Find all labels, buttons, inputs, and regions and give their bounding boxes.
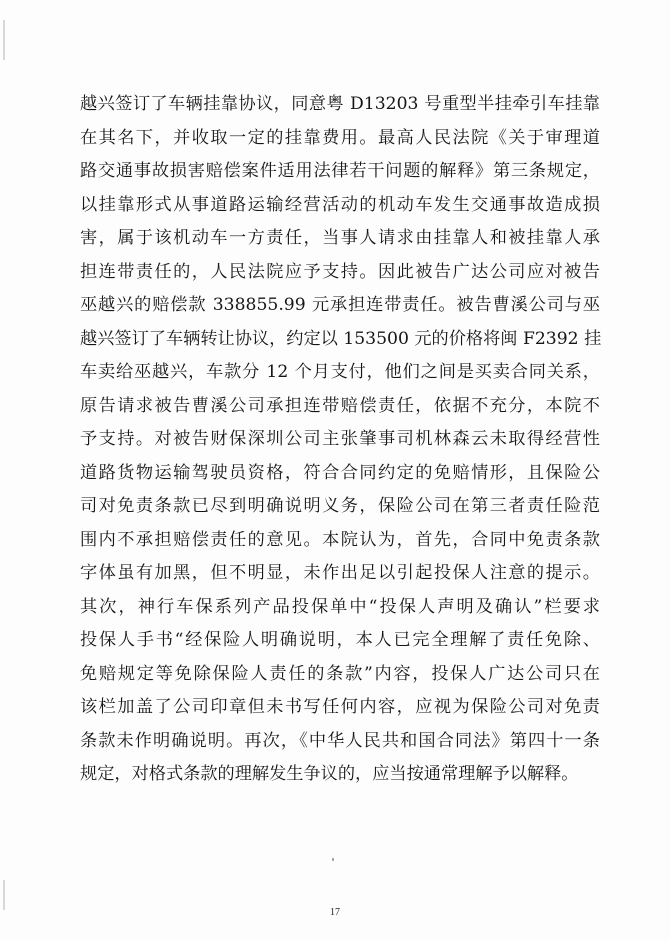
text-line: 越兴签订了车辆转让协议，约定以 153500 元的价格将闽 F2392 挂 <box>80 328 602 349</box>
scan-edge-mark <box>3 20 5 60</box>
text-line: 害，属于该机动车一方责任，当事人请求由挂靠人和被挂靠人承 <box>80 228 600 248</box>
page-number: 17 <box>330 907 340 918</box>
text-line: 规定，对格式条款的理解发生争议的，应当按通常理解予以解释。 <box>80 764 579 784</box>
text-line: 在其名下，并收取一定的挂靠费用。最高人民法院《关于审理道 <box>80 127 600 148</box>
text-line: 予支持。对被告财保深圳公司主张肇事司机林森云未取得经营性 <box>80 429 600 449</box>
scan-speck <box>332 858 334 861</box>
scan-edge-mark <box>3 880 5 910</box>
text-line: 以挂靠形式从事道路运输经营活动的机动车发生交通事故造成损 <box>80 194 600 215</box>
text-line: 道路货物运输驾驶员资格，符合合同约定的免赔情形，且保险公 <box>80 462 600 483</box>
text-line: 围内不承担赔偿责任的意见。本院认为，首先，合同中免责条款 <box>80 529 600 550</box>
judgment-text-body <box>80 88 600 792</box>
text-line: 担连带责任的，人民法院应予支持。因此被告广达公司应对被告 <box>80 261 600 282</box>
text-line: 字体虽有加黑，但不明显，未作出足以引起投保人注意的提示。 <box>80 563 600 583</box>
text-line: 越兴签订了车辆挂靠协议，同意粤 D13203 号重型半挂牵引车挂靠 <box>80 94 600 114</box>
text-line: 司对免责条款已尽到明确说明义务，保险公司在第三者责任险范 <box>80 496 600 516</box>
text-line: 车卖给巫越兴，车款分 12 个月支付，他们之间是买卖合同关系， <box>80 362 600 382</box>
text-line: 条款未作明确说明。再次，《中华人民共和国合同法》第四十一条 <box>80 730 600 751</box>
text-line: 原告请求被告曹溪公司承担连带赔偿责任，依据不充分，本院不 <box>80 395 600 416</box>
text-line: 投保人手书“经保险人明确说明，本人已完全理解了责任免除、 <box>80 630 600 650</box>
text-line: 路交通事故损害赔偿案件适用法律若干问题的解释》第三条规定， <box>80 161 600 181</box>
text-line: 免赔规定等免除保险人责任的条款”内容，投保人广达公司只在 <box>80 663 600 684</box>
text-line: 巫越兴的赔偿款 338855.99 元承担连带责任。被告曹溪公司与巫 <box>80 295 600 315</box>
text-line: 其次，神行车保系列产品投保单中“投保人声明及确认”栏要求 <box>80 596 600 617</box>
text-line: 该栏加盖了公司印章但未书写任何内容，应视为保险公司对免责 <box>80 697 600 717</box>
